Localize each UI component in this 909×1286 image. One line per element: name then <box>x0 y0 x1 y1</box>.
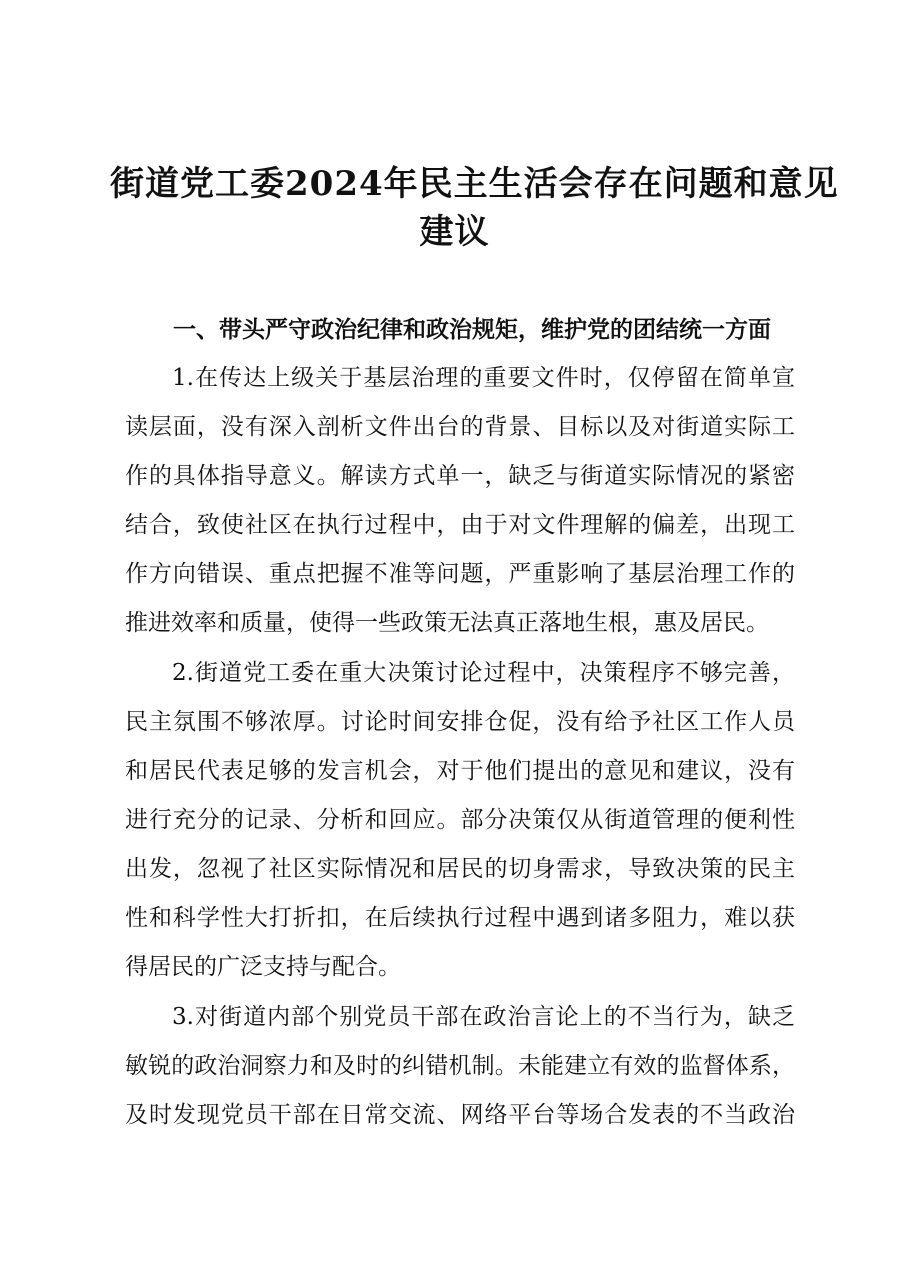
paragraph-line: 进行充分的记录、分析和回应。部分决策仅从街道管理的便利性 <box>125 807 795 833</box>
paragraph-line: 2.街道党工委在重大决策讨论过程中，决策程序不够完善， <box>172 660 795 686</box>
title-line-1: 街道党工委2024年民主生活会存在问题和意见 <box>110 164 839 204</box>
paragraph-line: 结合，致使社区在执行过程中，由于对文件理解的偏差，出现工 <box>125 512 795 538</box>
paragraph-line: 读层面，没有深入剖析文件出台的背景、目标以及对街道实际工 <box>125 414 795 440</box>
document-title <box>110 160 839 256</box>
paragraph-line: 3.对街道内部个别党员干部在政治言论上的不当行为，缺乏 <box>172 1004 795 1030</box>
paragraph-line: 和居民代表足够的发言机会，对于他们提出的意见和建议，没有 <box>125 758 795 784</box>
paragraph-line: 敏锐的政治洞察力和及时的纠错机制。未能建立有效的监督体系， <box>125 1053 795 1079</box>
paragraph-line: 及时发现党员干部在日常交流、网络平台等场合发表的不当政治 <box>125 1102 795 1128</box>
paragraph-line: 性和科学性大打折扣，在后续执行过程中遇到诸多阻力，难以获 <box>125 905 795 931</box>
paragraph-3 <box>125 999 795 1146</box>
paragraph-line: 作的具体指导意义。解读方式单一，缺乏与街道实际情况的紧密 <box>125 463 795 489</box>
paragraph-line: 作方向错误、重点把握不准等问题，严重影响了基层治理工作的 <box>125 561 795 587</box>
paragraph-line: 得居民的广泛支持与配合。 <box>125 954 401 980</box>
title-line-2: 建议 <box>419 212 490 252</box>
paragraph-1 <box>125 360 795 654</box>
paragraph-line: 推进效率和质量，使得一些政策无法真正落地生根，惠及居民。 <box>125 610 769 636</box>
paragraph-line: 出发，忽视了社区实际情况和居民的切身需求，导致决策的民主 <box>125 856 795 882</box>
section-heading: 一、带头严守政治纪律和政治规矩，维护党的团结统一方面 <box>173 317 771 343</box>
paragraph-line: 民主氛围不够浓厚。讨论时间安排仓促，没有给予社区工作人员 <box>125 709 795 735</box>
paragraph-line: 1.在传达上级关于基层治理的重要文件时，仅停留在简单宣 <box>172 365 795 391</box>
paragraph-2 <box>125 655 795 998</box>
